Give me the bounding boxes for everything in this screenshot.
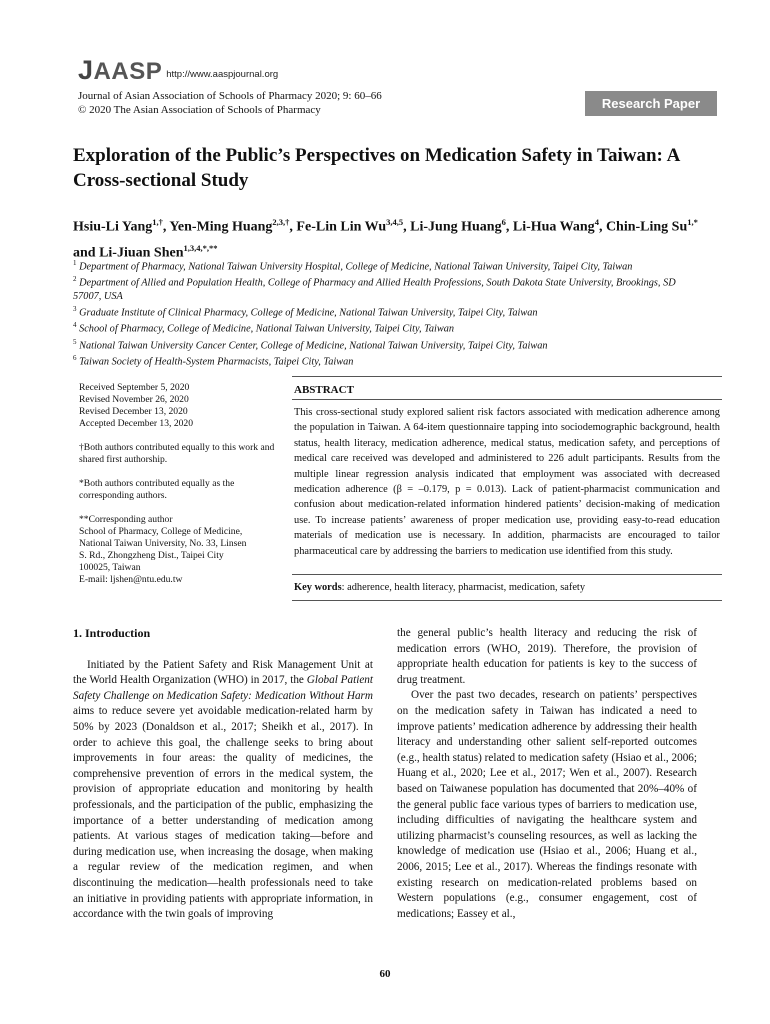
author-affiliation-marker: 1,† <box>152 217 163 227</box>
equal-contribution-note: †Both authors contributed equally to this work and shared first authorship. <box>79 442 275 465</box>
article-dates <box>79 382 279 430</box>
intro-paragraph-continued: the general public’s health literacy and reducing the risk of medication errors (WHO, 2019). Therefore, the provision of appropriate health education for patients is key to the success of drug treatment. <box>397 627 697 686</box>
corresponding-note: *Both authors contributed equally as the corresponding authors. <box>79 478 235 501</box>
author-name: Li-Hua Wang <box>512 219 595 235</box>
corresponding-author-address <box>79 514 279 586</box>
initiative-name: Global Patient Safety Challenge on Medication Safety: Medication Without Harm <box>73 674 373 702</box>
intro-paragraph-2: Over the past two decades, research on patients’ perspectives on the medication safety in Taiwan has indicated a need to improve patients’ medication adherence by addressing their health literacy and understanding other salient self-reported outcomes (e.g., health status) related to medication safety (Hsiao et al., 2006; Huang et al., 2020; Lee et al., 2017; Wen et al., 2007). Research based on Taiwanese population has documented that 20%–40% of the general public face various types of barriers to medication use, including difficulties of navigating the healthcare system and utilizing pharmacist’s counseling resources, as well as lacking the knowledge of medication use (Hsiao et al., 2006; Huang et al., 2006, 2015; Lee et al., 2017). Whereas the findings resonate with existing research on medication-related problems based on Western populations (e.g., consumer engagement, cost of medications; Eassey et al., <box>397 689 697 920</box>
author-list: Hsiu-Li Yang$^{1,\dagger}$, Yen-Ming Huang$^{2,3,\dagger}$, Fe-Lin Lin Wu$^{3,4,5}$, Li-Jung Huang$^6$, Li-Hua Wang$^4$, Chin-Ling $Su^{1,*}$ and Li-Jiuan Shen$^{1,3,4,*,**}$ <box>73 217 698 261</box>
abstract-heading-rule <box>292 399 722 400</box>
article-title: Exploration of the Public’s Perspectives on Medication Safety in Taiwan: A Cross-sectional Study <box>73 145 680 191</box>
article-info-box <box>79 382 279 598</box>
author-name: Fe-Lin Lin Wu <box>296 219 387 235</box>
affiliation-item: $^6$ Taiwan Society of Health-System Pharmacists, Taipei City, Taiwan <box>73 354 354 368</box>
journal-logo <box>78 55 279 85</box>
author-affiliation-marker: 3,4,5 <box>386 217 404 227</box>
author-affiliation-marker: 6 <box>501 217 506 227</box>
date-line: Revised December 13, 2020 <box>79 406 188 417</box>
affiliation-item: $^3$ Graduate Institute of Clinical Pharmacy, College of Medicine, National Taiwan University, Taipei City, Taiwan <box>73 304 538 319</box>
author-name: Chin-Ling Su <box>605 219 688 235</box>
address-line[interactable]: E-mail: ljshen@ntu.edu.tw <box>79 574 183 585</box>
intro-paragraph-1: Initiated by the Patient Safety and Risk Management Unit at the World Health Organization (WHO) in 2017, the Global Patient Safety Challenge on Medication Safety: Medication Without Harm aims to reduce severe yet avoidable medication-related harm by 50% by 2023 (Donaldson et al., 2017; Sheikh et al., 2017). In order to achieve this goal, the challenge seeks to bring about improvements in four areas: the quality of medicines, the comprehensive prevention of errors in the medical system, the provision of appropriate education and monitoring by health professionals, and the participation of the public, emphasizing the importance of a better understanding of medication among patients. At various stages of medication taking—before and during medication use, when increasing the dosage, when making a regular review of the medication regimen, and when discontinuing the medication—health professionals need to take an initiative in providing patients with appropriate information, in accordance with the twin goals of improving <box>73 658 373 921</box>
citation-line: Journal of Asian Association of Schools of Pharmacy 2020; 9: 60–66 <box>78 90 382 102</box>
affiliation-list <box>73 257 703 369</box>
keywords-rule <box>292 600 722 601</box>
abstract-bottom-rule <box>292 574 722 575</box>
body-column-left <box>73 626 373 923</box>
address-line: 100025, Taiwan <box>79 562 141 573</box>
logo-wordmark: JAASP <box>78 55 163 85</box>
date-line: Received September 5, 2020 <box>79 382 190 393</box>
section-heading: 1. Introduction <box>73 626 151 640</box>
copyright-line: © 2020 The Asian Association of Schools of Pharmacy <box>78 104 321 116</box>
address-line: **Corresponding author <box>79 514 173 525</box>
journal-url[interactable]: http://www.aaspjournal.org <box>166 69 279 80</box>
affiliation-item: $^5$ National Taiwan University Cancer Center, College of Medicine, National Taiwan University, Taipei City, Taiwan <box>73 337 548 352</box>
author-affiliation-marker: 1,* <box>687 217 698 227</box>
page-number: 60 <box>379 968 391 980</box>
article-type-badge: Research Paper <box>585 91 717 116</box>
keywords-list: : adherence, health literacy, pharmacist, medication, safety <box>341 582 586 593</box>
affiliation-item: $^1$ Department of Pharmacy, National Taiwan University Hospital, College of Medicine, National Taiwan University, Taipei City, Taiwan <box>73 259 633 273</box>
affiliation-item: $^2$ Department of Allied and Population Health, College of Pharmacy and Allied Health Professions, South Dakota State University, Brookings, SD 57007, USA <box>73 275 676 302</box>
author-affiliation-marker: 1,3,4,*,** <box>183 242 218 253</box>
keywords-label: Key words <box>294 582 342 593</box>
abstract-heading: ABSTRACT <box>294 384 354 396</box>
abstract-text: This cross-sectional study explored salient risk factors associated with medication adherence among the population in Taiwan. A 64-item questionnaire tapping into sociodemographic background, health status, health literacy, medication adherence, medical status, medication safety, and perceptions of medical care received was developed and administered to 226 adult participants. Results from the multiple linear regression analysis indicated that employment was associated with decreased medication adherence (β = –0.179, p = 0.013). Lack of patient-pharmacist communication and confusion about medication-related information hindered patients’ decision-making of medication use. To increase patients’ awareness of proper medication use, providing easy-to-read education materials of medication use is necessary. In addition, pharmacists are encouraged to tailor pharmaceutical care by addressing the barriers to medication use identified from this study. <box>294 407 720 557</box>
author-name: Li-Jiuan Shen <box>99 245 184 261</box>
date-line: Accepted December 13, 2020 <box>79 418 194 429</box>
author-name: Hsiu-Li Yang <box>73 219 153 235</box>
journal-citation <box>78 89 382 117</box>
address-line: National Taiwan University, No. 33, Linsen <box>79 538 247 549</box>
author-affiliation-marker: 4 <box>594 217 599 227</box>
keywords <box>294 582 720 593</box>
address-line: School of Pharmacy, College of Medicine, <box>79 526 243 537</box>
abstract-top-rule <box>292 376 722 377</box>
affiliation-item: $^4$ School of Pharmacy, College of Medicine, National Taiwan University, Taipei City, Taiwan <box>73 321 455 335</box>
date-line: Revised November 26, 2020 <box>79 394 189 405</box>
address-line: S. Rd., Zhongzheng Dist., Taipei City <box>79 550 224 561</box>
author-affiliation-marker: 2,3,† <box>272 217 290 227</box>
author-name: Li-Jung Huang <box>410 219 502 235</box>
body-column-right <box>397 626 697 922</box>
author-name: Yen-Ming Huang <box>169 219 273 235</box>
